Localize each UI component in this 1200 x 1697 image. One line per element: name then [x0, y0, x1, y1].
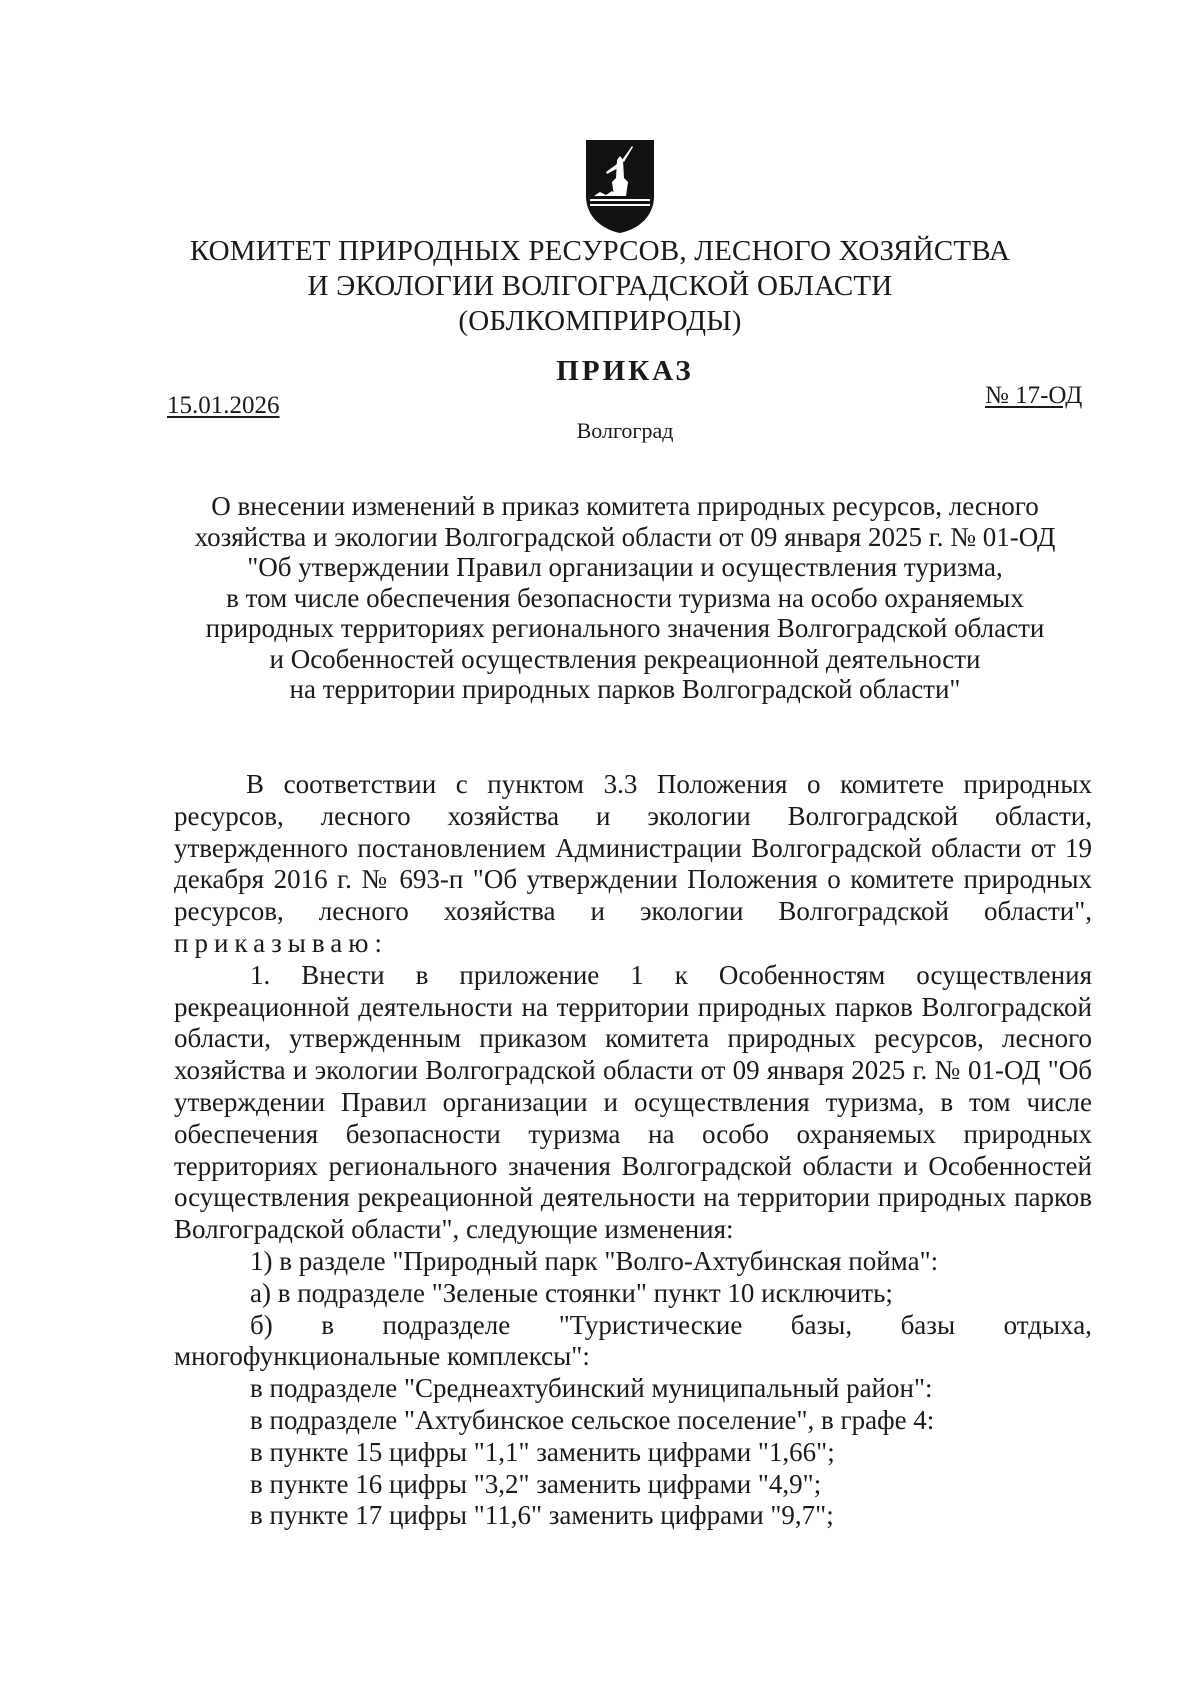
preamble-text: В соответствии с пунктом 3.3 Положения о комитете природных ресурсов, лесного хозяйства и экологии Волгоградской области, утвержденного постановлением Администрации Волгоградской области от 19 декабря 2016 г. № 693-п "Об утверждении Положения о комитете природных ресурсов, лесного хозяйства и экологии Волгоградской области", [174, 769, 1092, 927]
preamble-paragraph [174, 769, 1092, 960]
subject-line: хозяйства и экологии Волгоградской области от 09 января 2025 г. № 01-ОД [194, 521, 1056, 552]
change-line: в подразделе "Среднеахтубинский муниципальный район": [250, 1373, 933, 1404]
sub-item-b-word: "Туристические [558, 1309, 743, 1340]
order-title: ПРИКАЗ [556, 355, 694, 387]
committee-line: И ЭКОЛОГИИ ВОЛГОГРАДСКОЙ ОБЛАСТИ [307, 270, 893, 302]
committee-name [150, 234, 1050, 339]
subject-line: на территории природных парков Волгоградской области" [289, 674, 961, 704]
sub-item-b-word: базы, [790, 1309, 853, 1340]
sub-item-1: 1) в разделе "Природный парк "Волго-Ахтубинская пойма": [250, 1245, 939, 1276]
volgograd-emblem-icon [584, 138, 656, 234]
change-line: в пункте 16 цифры "3,2" заменить цифрами "4,9"; [250, 1468, 822, 1499]
change-line: в подразделе "Ахтубинское сельское поселение", в графе 4: [250, 1404, 935, 1435]
sub-item-b-word: в [321, 1309, 334, 1340]
committee-line: (ОБЛКОМПРИРОДЫ) [458, 305, 742, 337]
order-city: Волгоград [576, 418, 674, 443]
subject-line: О внесении изменений в приказ комитета природных ресурсов, лесного [211, 491, 1039, 521]
directive-word: приказываю: [174, 927, 388, 958]
sub-item-b-word: базы [900, 1309, 956, 1340]
change-line: в пункте 15 цифры "1,1" заменить цифрами "1,66"; [250, 1436, 835, 1467]
sub-item-b-word: б) [250, 1309, 273, 1340]
sub-item-b-first-line [174, 1310, 1092, 1342]
order-number: № 17-ОД [985, 382, 1083, 409]
sub-item-a: а) в подразделе "Зеленые стоянки" пункт 10 исключить; [250, 1277, 893, 1308]
change-line: в пункте 17 цифры "11,6" заменить цифрами "9,7"; [250, 1500, 834, 1531]
subject-line: и Особенностей осуществления рекреационной деятельности [269, 643, 981, 674]
item-1-paragraph: 1. Внести в приложение 1 к Особенностям осуществления рекреационной деятельности на территории природных парков Волгоградской области, утвержденным приказом комитета природных ресурсов, лесного хозяйства и экологии Волгоградской области от 09 января 2025 г. № 01-ОД "Об утверждении Правил организации и осуществления туризма, в том числе обеспечения безопасности туризма на особо охраняемых природных территориях регионального значения Волгоградской области и Особенностей осуществления рекреационной деятельности на территории природных парков Волгоградской области", следующие изменения: [174, 959, 1092, 1245]
order-date: 15.01.2026 [167, 392, 280, 419]
sub-item-b-word: отдыха, [1003, 1309, 1092, 1340]
sub-item-b-word: подразделе [382, 1309, 511, 1340]
order-body [174, 769, 1092, 1532]
subject-line: в том числе обеспечения безопасности туризма на особо охраняемых [226, 582, 1024, 613]
subject-line: "Об утверждении Правил организации и осуществления туризма, [247, 552, 1003, 582]
order-subject [150, 491, 1100, 705]
committee-line: КОМИТЕТ ПРИРОДНЫХ РЕСУРСОВ, ЛЕСНОГО ХОЗЯЙСТВА [189, 235, 1011, 267]
subject-line: природных территориях регионального значения Волгоградской области [205, 613, 1045, 643]
sub-item-b-continuation: многофункциональные комплексы": [174, 1341, 590, 1372]
